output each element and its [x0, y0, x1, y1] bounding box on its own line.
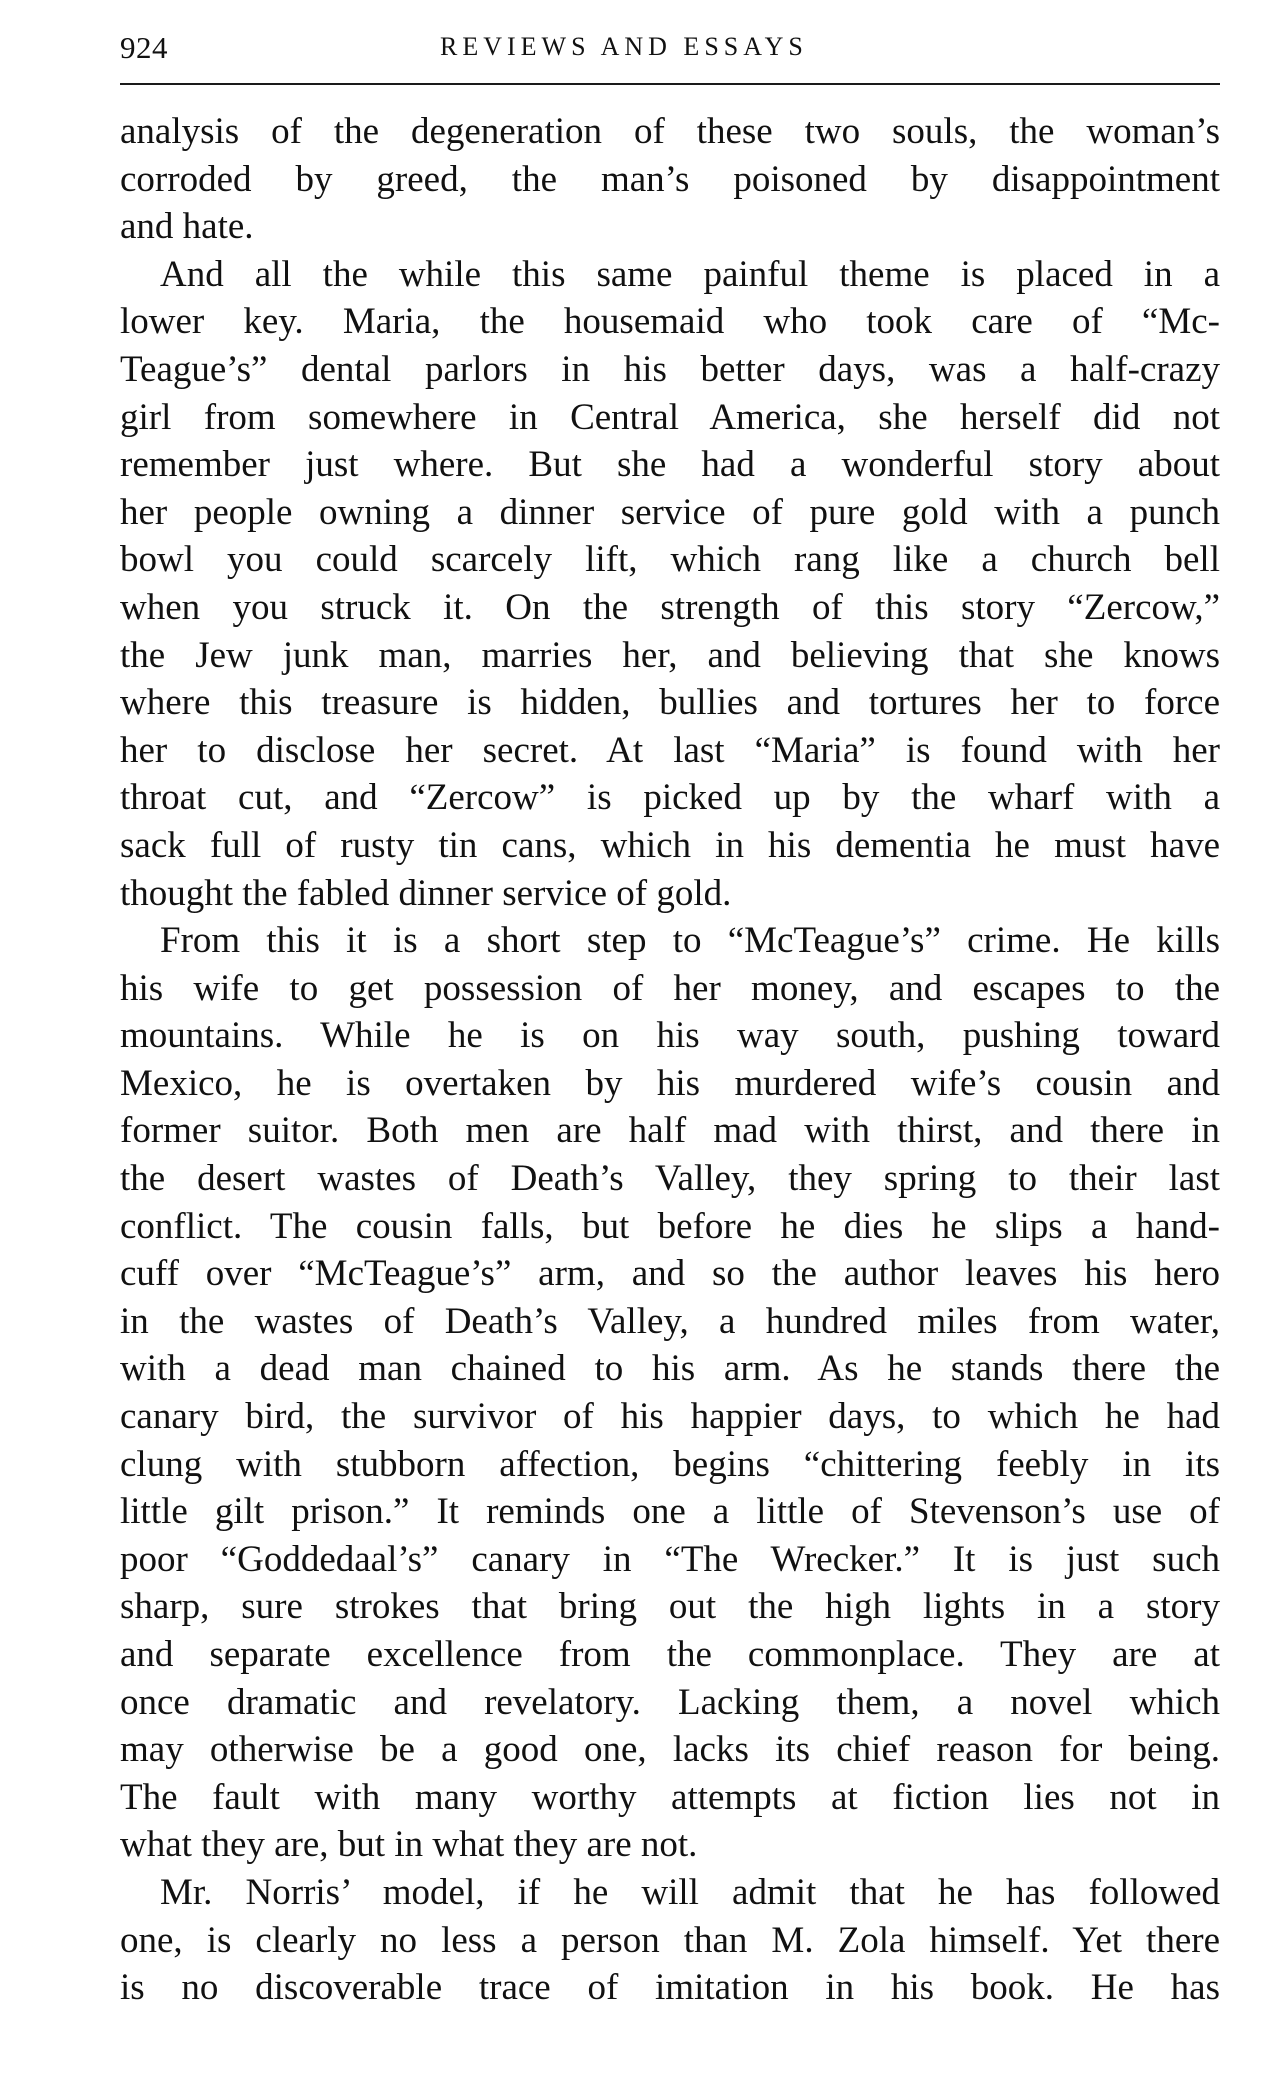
text-line: Mr. Norris’ model, if he will admit that he has followed: [160, 1871, 1220, 1913]
text-line: one, is clearly no less a person than M. Zola himself. Yet there: [120, 1919, 1220, 1961]
text-line: her people owning a dinner service of pure gold with a punch: [120, 491, 1220, 533]
text-line: the Jew junk man, marries her, and believing that she knows: [120, 634, 1220, 676]
text-line: poor “Goddedaal’s” canary in “The Wrecker.” It is just such: [120, 1538, 1220, 1580]
text-line: when you struck it. On the strength of this story “Zercow,”: [120, 586, 1220, 628]
text-line: and hate.: [120, 206, 254, 248]
text-line: former suitor. Both men are half mad with thirst, and there in: [120, 1110, 1220, 1152]
text-line: canary bird, the survivor of his happier days, to which he had: [120, 1396, 1220, 1438]
text-line: And all the while this same painful theme is placed in a: [160, 253, 1220, 295]
text-line: with a dead man chained to his arm. As he stands there the: [120, 1348, 1220, 1390]
text-line: bowl you could scarcely lift, which rang like a church bell: [120, 539, 1220, 581]
text-line: lower key. Maria, the housemaid who took care of “Mc-: [120, 301, 1220, 343]
text-line: is no discoverable trace of imitation in his book. He has: [120, 1967, 1220, 2009]
text-line: his wife to get possession of her money, and escapes to the: [120, 967, 1220, 1009]
text-line: analysis of the degeneration of these two souls, the woman’s: [120, 111, 1220, 152]
text-line: may otherwise be a good one, lacks its chief reason for being.: [120, 1729, 1220, 1771]
text-line: cuff over “McTeague’s” arm, and so the author leaves his hero: [120, 1253, 1220, 1295]
text-line: sack full of rusty tin cans, which in his dementia he must have: [120, 824, 1220, 866]
text-line: in the wastes of Death’s Valley, a hundred miles from water,: [120, 1300, 1220, 1342]
text-line: and separate excellence from the commonplace. They are at: [120, 1634, 1220, 1675]
text-line: Teague’s” dental parlors in his better days, was a half-crazy: [120, 348, 1220, 390]
text-line: girl from somewhere in Central America, she herself did not: [120, 396, 1220, 438]
header-rule: [120, 83, 1220, 85]
text-line: what they are, but in what they are not.: [120, 1824, 698, 1866]
text-line: once dramatic and revelatory. Lacking them, a novel which: [120, 1681, 1220, 1723]
text-line: where this treasure is hidden, bullies and tortures her to force: [120, 682, 1220, 724]
text-line: Mexico, he is overtaken by his murdered wife’s cousin and: [120, 1062, 1220, 1104]
text-line: little gilt prison.” It reminds one a little of Stevenson’s use of: [120, 1491, 1220, 1533]
body-text: [120, 108, 1220, 2012]
page-number: 924: [120, 30, 168, 65]
text-line: remember just where. But she had a wonderful story about: [120, 444, 1220, 486]
text-line: corroded by greed, the man’s poisoned by disappointment: [120, 158, 1220, 200]
text-line: the desert wastes of Death’s Valley, they spring to their last: [120, 1158, 1220, 1200]
text-line: sharp, sure strokes that bring out the high lights in a story: [120, 1586, 1220, 1628]
text-line: conflict. The cousin falls, but before he dies he slips a hand-: [120, 1205, 1220, 1247]
text-line: The fault with many worthy attempts at fiction lies not in: [120, 1776, 1220, 1818]
text-line: clung with stubborn affection, begins “chittering feebly in its: [120, 1443, 1220, 1485]
text-line: throat cut, and “Zercow” is picked up by the wharf with a: [120, 777, 1220, 819]
text-line: From this it is a short step to “McTeague’s” crime. He kills: [160, 920, 1220, 962]
running-head: [120, 30, 1220, 80]
running-head-title: REVIEWS AND ESSAYS: [440, 32, 808, 61]
text-line: thought the fabled dinner service of gold.: [120, 872, 732, 914]
text-line: her to disclose her secret. At last “Maria” is found with her: [120, 729, 1220, 771]
text-line: mountains. While he is on his way south, pushing toward: [120, 1015, 1220, 1057]
